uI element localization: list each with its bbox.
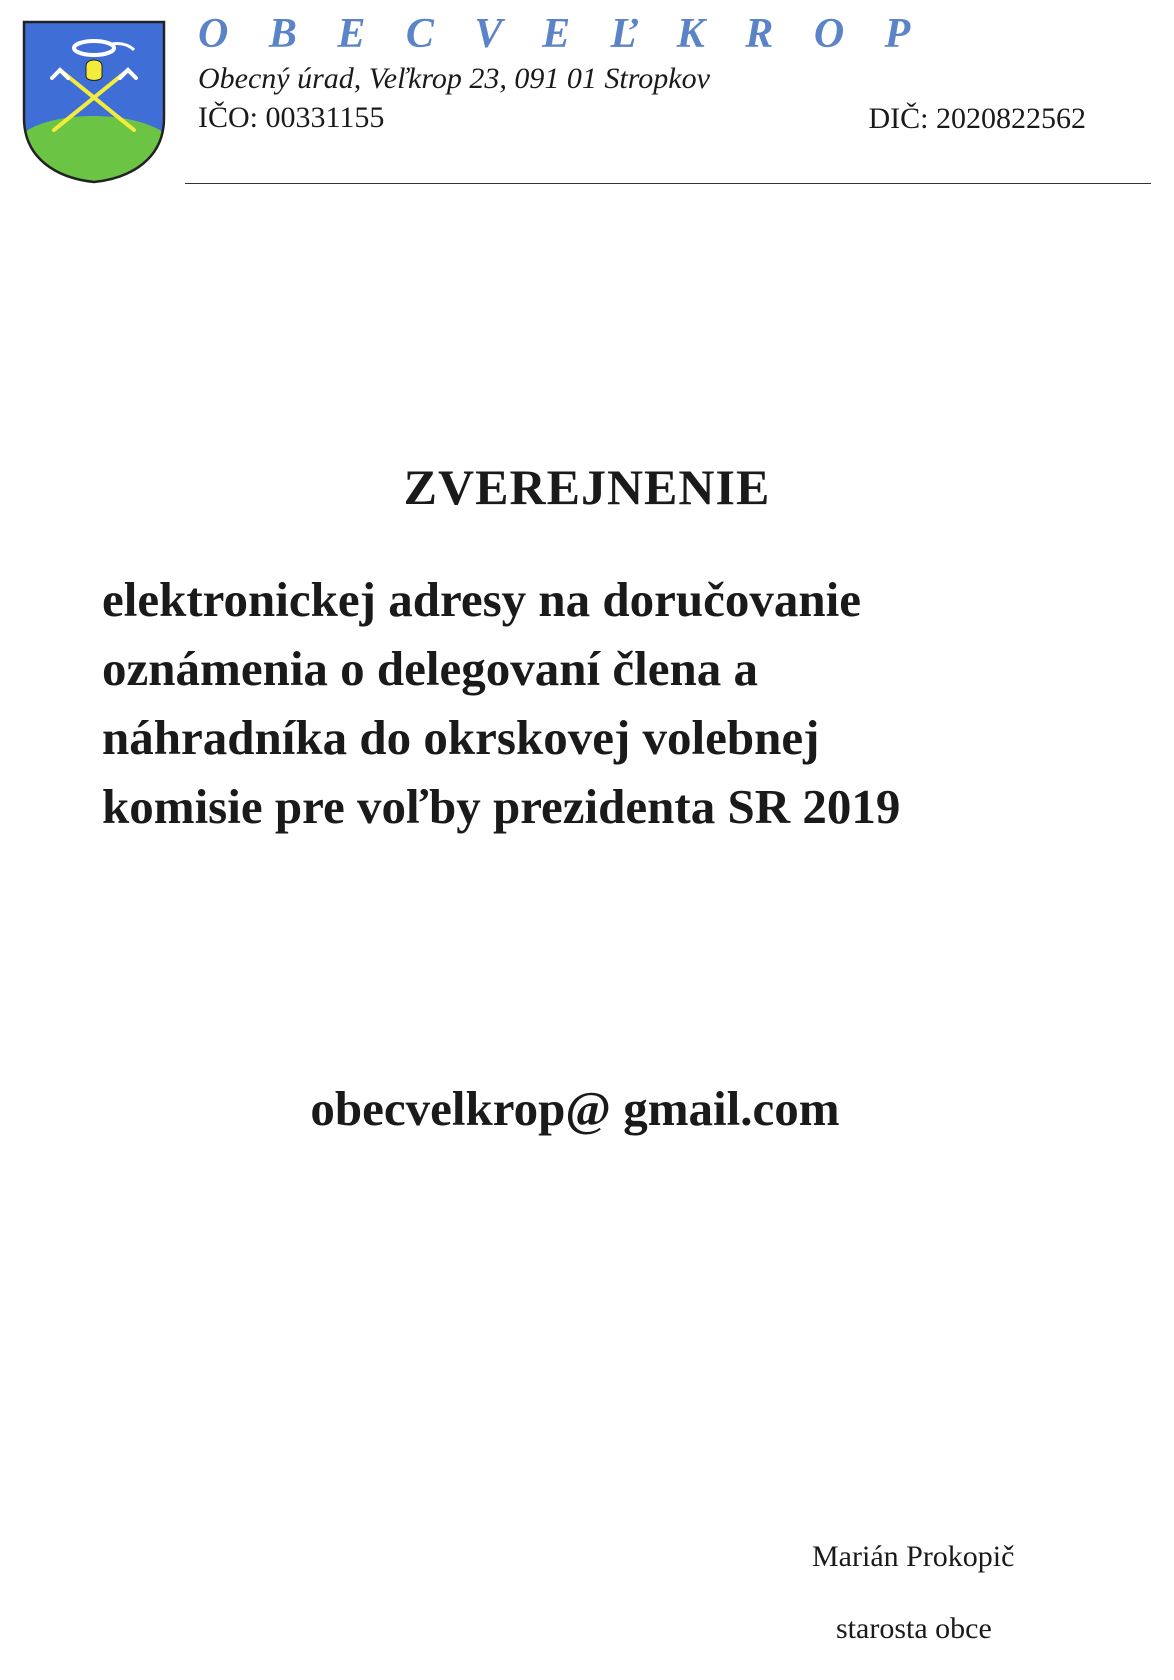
subject-line: komisie pre voľby prezidenta SR 2019 <box>102 779 901 834</box>
subject-line: elektronickej adresy na doručovanie <box>102 572 862 627</box>
organization-ico: IČO: 00331155 <box>198 101 385 134</box>
document-subject <box>102 565 1142 841</box>
signer-role: starosta obce <box>836 1612 992 1645</box>
subject-line: oznámenia o delegovaní člena a <box>102 641 759 696</box>
green-hill <box>22 116 166 184</box>
header-divider <box>185 183 1151 184</box>
organization-name: O B E C V E Ľ K R O P <box>198 11 926 57</box>
signer-name: Marián Prokopič <box>812 1540 1015 1573</box>
coat-of-arms-icon <box>22 20 166 184</box>
organization-dic: DIČ: 2020822562 <box>868 102 1086 135</box>
subject-line: náhradníka do okrskovej volebnej <box>102 710 820 765</box>
email-address: obecvelkrop@ gmail.com <box>310 1081 840 1136</box>
document-title: ZVEREJNENIE <box>403 459 771 515</box>
organization-address: Obecný úrad, Veľkrop 23, 091 01 Stropkov <box>198 62 710 95</box>
